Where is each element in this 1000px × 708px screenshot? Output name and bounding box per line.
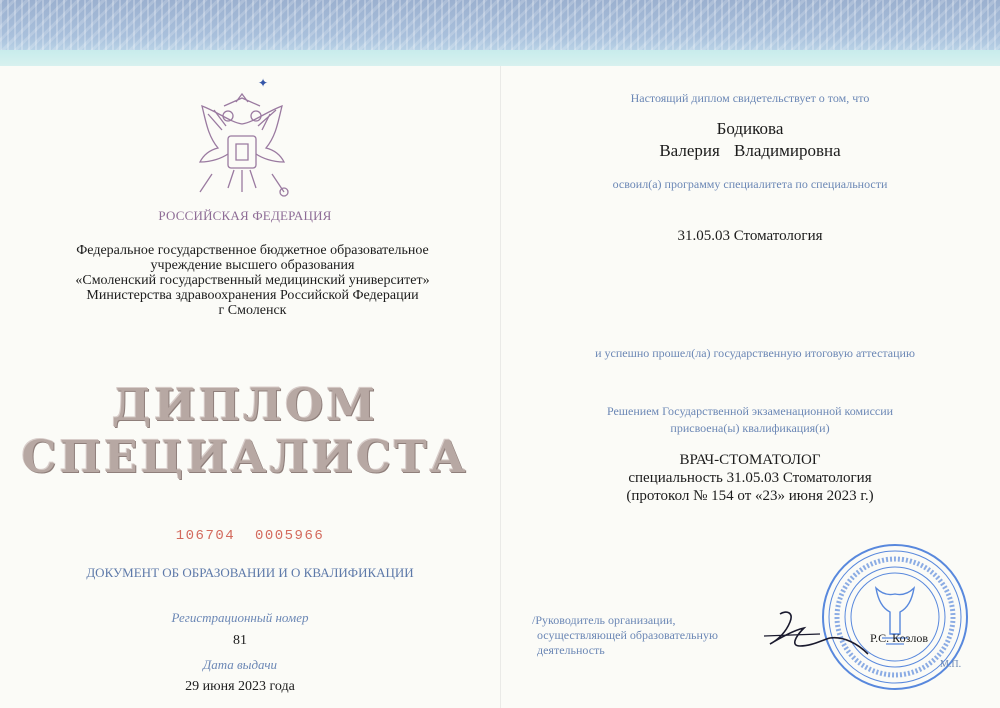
issue-date: 29 июня 2023 года <box>185 679 295 694</box>
certifies-statement: Настоящий диплом свидетельствует о том, что <box>630 91 870 105</box>
organization-head-label: /Руководитель организации, <box>532 613 676 627</box>
diploma-title: ДИПЛОМ <box>111 380 379 431</box>
organization-head-label: осуществляющей образовательную <box>537 628 718 642</box>
registration-number: 81 <box>233 633 247 648</box>
organization-line: Министерства здравоохранения Российской Федерации <box>86 288 419 303</box>
specialty: 31.05.03 Стоматология <box>677 228 823 244</box>
issue-date-label: Дата выдачи <box>202 657 278 672</box>
coat-of-arms-icon <box>182 92 302 202</box>
signer-name: Р.С. Козлов <box>870 631 928 645</box>
registration-number-label: Регистрационный номер <box>171 610 309 625</box>
stamp-place-mark: М.П. <box>940 659 962 670</box>
top-decorative-band <box>0 0 1000 66</box>
qualification: ВРАЧ-СТОМАТОЛОГ <box>679 452 821 468</box>
organization-line: учреждение высшего образования <box>150 258 355 273</box>
document-number: 106704 0005966 <box>175 528 325 544</box>
graduate-surname: Бодикова <box>716 119 784 138</box>
signature-icon <box>760 606 870 662</box>
page-fold <box>500 66 501 708</box>
organization-line: Федеральное государственное бюджетное образовательное <box>76 243 429 258</box>
diploma-title-type: СПЕЦИАЛИСТА <box>21 432 469 483</box>
organization-line: «Смоленский государственный медицинский университет» <box>75 273 430 288</box>
commission-decision: Решением Государственной экзаменационной комиссии <box>606 404 894 418</box>
organization-head-label: деятельность <box>537 643 605 657</box>
country-name: РОССИЙСКАЯ ФЕДЕРАЦИЯ <box>158 208 332 223</box>
attestation-statement: и успешно прошел(ла) государственную итоговую аттестацию <box>595 346 915 360</box>
document-type: ДОКУМЕНТ ОБ ОБРАЗОВАНИИ И О КВАЛИФИКАЦИИ <box>86 565 414 580</box>
ink-mark: ✦ <box>258 76 269 90</box>
program-statement: освоил(а) программу специалитета по специальности <box>612 177 888 191</box>
organization-city: г Смоленск <box>218 303 287 318</box>
graduate-given-names: Валерия Владимировна <box>659 141 841 160</box>
qualification-assigned-label: присвоена(ы) квалификация(и) <box>670 421 830 435</box>
protocol-reference: (протокол № 154 от «23» июня 2023 г.) <box>626 488 874 504</box>
qualification-specialty: специальность 31.05.03 Стоматология <box>628 470 872 486</box>
